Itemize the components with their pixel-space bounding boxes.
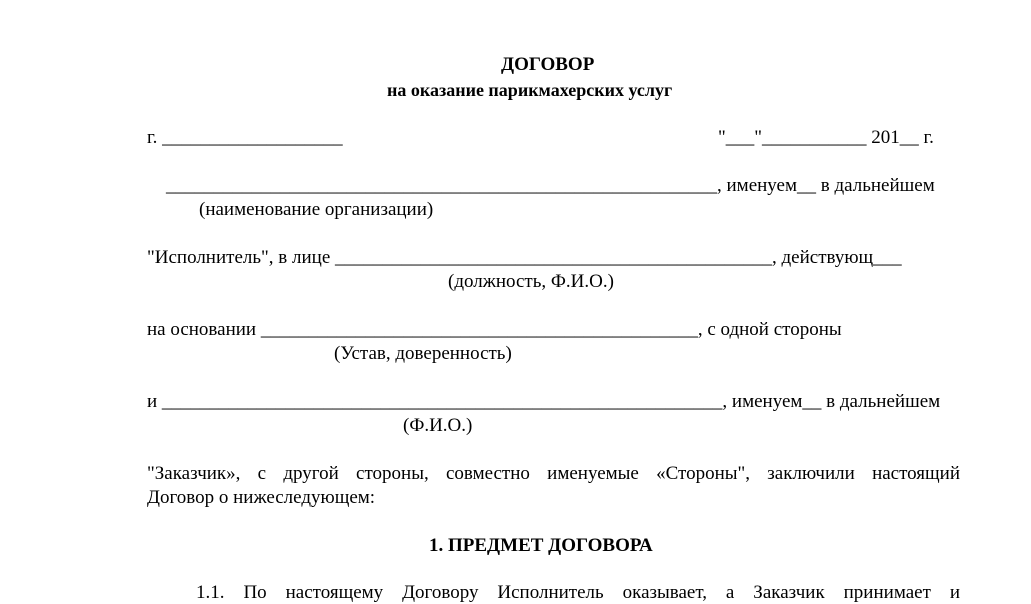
- document-subtitle: на оказание парикмахерских услуг: [387, 80, 673, 100]
- organization-caption: (наименование организации): [199, 199, 434, 220]
- executor-line: "Исполнитель", в лице ______________________________________________, действующ___: [147, 247, 902, 268]
- date-line: "___"___________ 201__ г.: [718, 127, 934, 148]
- organization-line: __________________________________________________________, именуем__ в дальнейшем: [166, 175, 935, 196]
- parties-paragraph-line1: "Заказчик», с другой стороны, совместно именуемые «Стороны", заключили настоящий: [147, 463, 960, 484]
- document-title: ДОГОВОР: [501, 54, 595, 75]
- basis-caption: (Устав, доверенность): [334, 343, 512, 364]
- executor-caption: (должность, Ф.И.О.): [448, 271, 614, 292]
- section-heading: 1. ПРЕДМЕТ ДОГОВОРА: [429, 535, 653, 556]
- basis-line: на основании ______________________________________________, с одной стороны: [147, 319, 842, 340]
- customer-line: и ___________________________________________________________, именуем__ в дальнейшем: [147, 391, 941, 412]
- clause-1-1: 1.1. По настоящему Договору Исполнитель оказывает, а Заказчик принимает и: [196, 582, 960, 603]
- customer-caption: (Ф.И.О.): [403, 415, 473, 436]
- city-line: г. ___________________: [147, 127, 343, 148]
- parties-paragraph-line2: Договор о нижеследующем:: [147, 487, 376, 508]
